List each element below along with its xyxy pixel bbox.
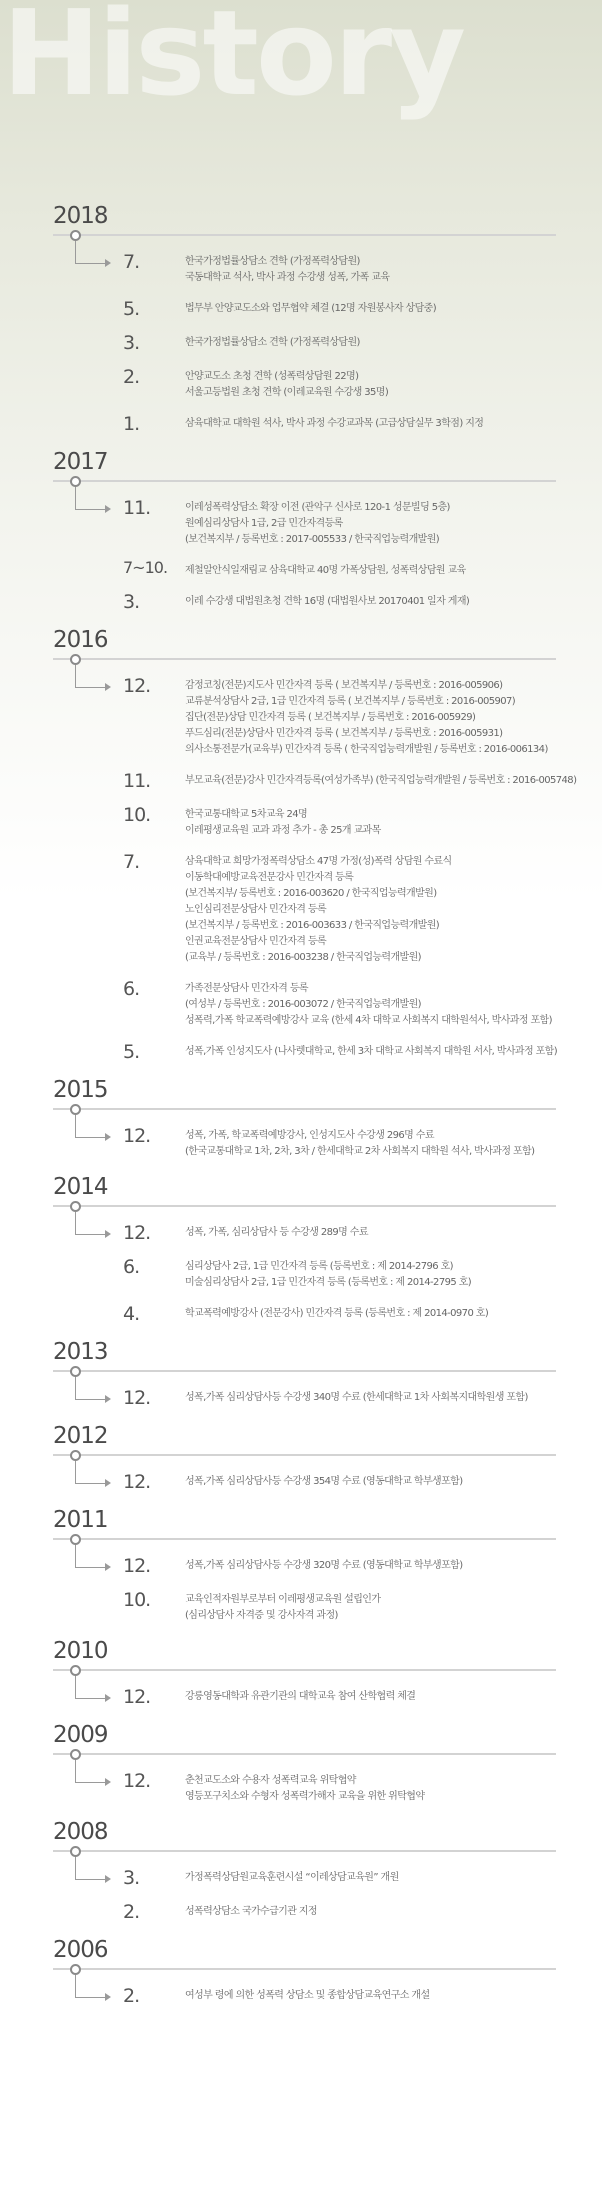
entry-line: 서울고등법원 초청 견학 (이레교육원 수강생 35명) bbox=[185, 387, 389, 398]
history-entry bbox=[53, 770, 577, 792]
year-label: 2012 bbox=[53, 1423, 108, 1449]
year-label: 2009 bbox=[53, 1722, 108, 1748]
entry-month: 4. bbox=[123, 1303, 140, 1325]
entry-month: 12. bbox=[123, 1770, 151, 1792]
year-header bbox=[53, 1174, 556, 1208]
history-entry bbox=[53, 1555, 556, 1577]
year-divider bbox=[53, 1370, 556, 1372]
entry-text bbox=[185, 804, 556, 839]
entry-line: 학교폭력예방강사 (전문강사) 민간자격 등록 (등록번호 : 제 2014-0970 호) bbox=[185, 1308, 489, 1319]
entry-line: 이레 수강생 대법원초청 견학 16명 (대법원사보 20170401 일자 게재) bbox=[185, 596, 470, 607]
year-label: 2006 bbox=[53, 1937, 108, 1963]
entry-line: 원예심리상담사 1급, 2급 민간자격등록 bbox=[185, 518, 343, 529]
year-block bbox=[53, 1819, 556, 1923]
entry-line: 강릉영동대학과 유관기관의 대학교육 참여 산학협력 체결 bbox=[185, 1691, 416, 1702]
entry-text bbox=[185, 366, 556, 401]
entry-line: 교육인적자원부로부터 이레평생교육원 설립인가 bbox=[185, 1594, 381, 1605]
year-entries bbox=[53, 661, 577, 1063]
entry-text bbox=[185, 770, 576, 789]
year-header bbox=[53, 1722, 556, 1756]
entry-month: 12. bbox=[123, 675, 151, 697]
year-divider bbox=[53, 480, 556, 482]
year-entries bbox=[53, 1457, 556, 1493]
year-entries bbox=[53, 1853, 556, 1923]
entry-line: 성폭,가폭 심리상담사등 수강생 320명 수료 (영동대학교 학부생포함) bbox=[185, 1560, 463, 1571]
history-entry bbox=[53, 978, 556, 1029]
entry-line: 가족전문상담사 민간자격 등록 bbox=[185, 983, 308, 994]
history-entry bbox=[53, 1770, 556, 1805]
year-entries bbox=[53, 1541, 556, 1624]
entry-text bbox=[185, 1589, 556, 1624]
year-header bbox=[53, 1507, 556, 1541]
history-entry bbox=[53, 1041, 556, 1063]
entry-line: 성폭, 가폭, 심리상담사 등 수강생 289명 수료 bbox=[185, 1227, 368, 1238]
entry-line: 영등포구치소와 수형자 성폭력가해자 교육을 위한 위탁협약 bbox=[185, 1791, 425, 1802]
entry-text bbox=[185, 1256, 556, 1291]
entry-text bbox=[185, 1770, 556, 1805]
entry-text bbox=[185, 851, 556, 966]
year-divider bbox=[53, 1850, 556, 1852]
entry-line: 집단(전문)상담 민간자격 등록 ( 보건복지부 / 등록번호 : 2016-005929) bbox=[185, 712, 476, 723]
history-entry bbox=[53, 1901, 556, 1923]
entry-text bbox=[185, 1222, 556, 1241]
entry-line: 한국가정법률상담소 견학 (가정폭력상담원) bbox=[185, 256, 360, 267]
year-label: 2013 bbox=[53, 1339, 108, 1365]
year-header bbox=[53, 1077, 556, 1111]
history-entry bbox=[53, 591, 556, 613]
history-entry bbox=[53, 366, 556, 401]
year-divider bbox=[53, 1454, 556, 1456]
entry-line: 감정코칭(전문)지도사 민간자격 등록 ( 보건복지부 / 등록번호 : 2016-005906) bbox=[185, 680, 503, 691]
history-entry bbox=[53, 851, 556, 966]
entry-text bbox=[185, 1985, 556, 2004]
year-divider bbox=[53, 1205, 556, 1207]
entry-line: 미술심리상담사 2급, 1급 민간자격 등록 (등록번호 : 제 2014-2795 호) bbox=[185, 1277, 472, 1288]
history-entry bbox=[53, 560, 556, 579]
entry-month: 2. bbox=[123, 1985, 140, 2007]
year-header bbox=[53, 1339, 556, 1373]
entry-text bbox=[185, 1471, 556, 1490]
entry-text bbox=[185, 591, 556, 610]
entry-text bbox=[185, 1901, 556, 1920]
year-block bbox=[53, 449, 556, 613]
year-block bbox=[53, 1339, 556, 1409]
entry-month: 12. bbox=[123, 1471, 151, 1493]
entry-line: 춘천교도소와 수용자 성폭력교육 위탁협약 bbox=[185, 1775, 356, 1786]
entry-line: 성폭, 가폭, 학교폭력예방강사, 인성지도사 수강생 296명 수료 bbox=[185, 1130, 434, 1141]
entry-month: 1. bbox=[123, 413, 140, 435]
entry-line: 삼육대학교 대학원 석사, 박사 과정 수강교과목 (고급상담실무 3학점) 지정 bbox=[185, 418, 484, 429]
year-header bbox=[53, 1638, 556, 1672]
entry-text bbox=[185, 1387, 556, 1406]
entry-line: 성폭,가폭 심리상담사등 수강생 340명 수료 (한세대학교 1차 사회복지대학원생 포함) bbox=[185, 1392, 528, 1403]
entry-line: 가정폭력상담원교육훈련시설 “이레상담교육원” 개원 bbox=[185, 1872, 399, 1883]
entry-month: 11. bbox=[123, 770, 151, 792]
entry-line: (보건복지부 / 등록번호 : 2016-003633 / 한국직업능력개발원) bbox=[185, 920, 440, 931]
year-divider bbox=[53, 1753, 556, 1755]
year-divider bbox=[53, 234, 556, 236]
year-header bbox=[53, 1937, 556, 1971]
history-entry bbox=[53, 413, 556, 435]
entry-month: 7~10. bbox=[123, 558, 168, 577]
history-entry bbox=[53, 497, 556, 548]
entry-text bbox=[185, 560, 556, 579]
year-header bbox=[53, 203, 556, 237]
entry-line: 삼육대학교 희망가정폭력상담소 47명 가정(성)폭력 상담원 수료식 bbox=[185, 856, 452, 867]
year-divider bbox=[53, 1108, 556, 1110]
year-entries bbox=[53, 1373, 556, 1409]
history-timeline bbox=[0, 203, 602, 2021]
entry-line: 성폭력상담소 국가수급기관 지정 bbox=[185, 1906, 317, 1917]
entry-line: (보건복지부/ 등록번호 : 2016-003620 / 한국직업능력개발원) bbox=[185, 888, 437, 899]
year-entries bbox=[53, 483, 556, 613]
year-header bbox=[53, 449, 556, 483]
entry-text bbox=[185, 1303, 556, 1322]
entry-month: 11. bbox=[123, 497, 151, 519]
history-entry bbox=[53, 251, 556, 286]
year-block bbox=[53, 1638, 556, 1708]
entry-line: (여성부 / 등록번호 : 2016-003072 / 한국직업능력개발원) bbox=[185, 999, 421, 1010]
entry-line: 의사소통전문가(교육부) 민간자격 등록 ( 한국직업능력개발원 / 등록번호 : 2016-006134) bbox=[185, 744, 548, 755]
year-block bbox=[53, 1077, 556, 1160]
year-label: 2011 bbox=[53, 1507, 108, 1533]
entry-line: 국동대학교 석사, 박사 과정 수강생 성폭, 가폭 교육 bbox=[185, 272, 390, 283]
entry-text bbox=[185, 1125, 556, 1160]
history-entry bbox=[53, 675, 556, 758]
entry-line: 한국교통대학교 5차교육 24명 bbox=[185, 809, 308, 820]
entry-month: 2. bbox=[123, 1901, 140, 1923]
history-entry bbox=[53, 1256, 556, 1291]
entry-line: 노인심리전문상담사 민간자격 등록 bbox=[185, 904, 327, 915]
history-entry bbox=[53, 332, 556, 354]
entry-line: 부모교육(전문)강사 민간자격등록(여성가족부) (한국직업능력개발원 / 등록번호 : 2016-005748) bbox=[185, 775, 577, 786]
entry-text bbox=[185, 1867, 556, 1886]
entry-line: (보건복지부 / 등록번호 : 2017-005533 / 한국직업능력개발원) bbox=[185, 534, 440, 545]
entry-text bbox=[185, 332, 556, 351]
history-entry bbox=[53, 1686, 556, 1708]
entry-line: 제철알안식일재림교 삼육대학교 40명 가폭상담원, 성폭력상담원 교육 bbox=[185, 565, 466, 576]
entry-month: 3. bbox=[123, 1867, 140, 1889]
history-entry bbox=[53, 1985, 556, 2007]
year-divider bbox=[53, 1538, 556, 1540]
entry-line: 인권교육전문상담사 민간자격 등록 bbox=[185, 936, 327, 947]
entry-month: 10. bbox=[123, 804, 151, 826]
entry-line: 여성부 령에 의한 성폭력 상담소 및 종합상담교육연구소 개설 bbox=[185, 1990, 430, 2001]
entry-text bbox=[185, 1686, 556, 1705]
entry-text bbox=[185, 251, 556, 286]
entry-text bbox=[185, 298, 556, 317]
year-entries bbox=[53, 1971, 556, 2007]
history-entry bbox=[53, 1303, 556, 1325]
year-block bbox=[53, 1174, 556, 1325]
entry-month: 12. bbox=[123, 1387, 151, 1409]
year-label: 2018 bbox=[53, 203, 108, 229]
entry-month: 6. bbox=[123, 1256, 140, 1278]
entry-month: 7. bbox=[123, 251, 140, 273]
entry-line: 이레성폭력상담소 확장 이전 (관악구 신사로 120-1 성문빌딩 5층) bbox=[185, 502, 450, 513]
entry-line: (교육부 / 등록번호 : 2016-003238 / 한국직업능력개발원) bbox=[185, 952, 421, 963]
year-block bbox=[53, 1722, 556, 1805]
entry-line: 교류분석상담사 2급, 1급 민간자격 등록 ( 보건복지부 / 등록번호 : 2016-005907) bbox=[185, 696, 516, 707]
year-label: 2010 bbox=[53, 1638, 108, 1664]
year-header bbox=[53, 627, 556, 661]
year-divider bbox=[53, 1669, 556, 1671]
entry-month: 7. bbox=[123, 851, 140, 873]
history-entry bbox=[53, 1867, 556, 1889]
entry-month: 10. bbox=[123, 1589, 151, 1611]
entry-text bbox=[185, 497, 556, 548]
year-entries bbox=[53, 1756, 556, 1805]
history-entry bbox=[53, 1125, 556, 1160]
year-divider bbox=[53, 658, 556, 660]
entry-month: 12. bbox=[123, 1686, 151, 1708]
entry-line: (심리상담사 자격증 및 강사자격 과정) bbox=[185, 1610, 338, 1621]
year-block bbox=[53, 1507, 556, 1624]
entry-line: 성폭,가폭 심리상담사등 수강생 354명 수료 (영동대학교 학부생포함) bbox=[185, 1476, 463, 1487]
entry-line: 성폭,가폭 인성지도사 (나사렛대학교, 한세 3차 대학교 사회복지 대학원 서사, 박사과정 포함) bbox=[185, 1046, 558, 1057]
year-entries bbox=[53, 1672, 556, 1708]
year-entries bbox=[53, 1208, 556, 1325]
entry-line: (한국교통대학교 1차, 2차, 3차 / 한세대학교 2차 사회복지 대학원 석사, 박사과정 포함) bbox=[185, 1146, 535, 1157]
entry-month: 6. bbox=[123, 978, 140, 1000]
year-entries bbox=[53, 237, 556, 435]
history-entry bbox=[53, 804, 556, 839]
history-entry bbox=[53, 1222, 556, 1244]
entry-month: 5. bbox=[123, 1041, 140, 1063]
entry-text bbox=[185, 1555, 556, 1574]
entry-line: 안양교도소 초청 견학 (성폭력상담원 22명) bbox=[185, 371, 359, 382]
page-title: History bbox=[2, 0, 464, 122]
entry-text bbox=[185, 978, 556, 1029]
entry-month: 2. bbox=[123, 366, 140, 388]
entry-month: 5. bbox=[123, 298, 140, 320]
year-block bbox=[53, 203, 556, 435]
year-divider bbox=[53, 1968, 556, 1970]
entry-month: 12. bbox=[123, 1125, 151, 1147]
entry-month: 3. bbox=[123, 591, 140, 613]
entry-line: 법무부 안양교도소와 업무협약 체결 (12명 자원봉사자 상담중) bbox=[185, 303, 437, 314]
entry-text bbox=[185, 1041, 557, 1060]
year-header bbox=[53, 1423, 556, 1457]
history-entry bbox=[53, 1589, 556, 1624]
entry-month: 3. bbox=[123, 332, 140, 354]
entry-line: 심리상담사 2급, 1급 민간자격 등록 (등록번호 : 제 2014-2796 호) bbox=[185, 1261, 453, 1272]
entry-line: 이동학대예방교육전문강사 민간자격 등록 bbox=[185, 872, 354, 883]
year-label: 2017 bbox=[53, 449, 108, 475]
year-entries bbox=[53, 1111, 556, 1160]
year-label: 2014 bbox=[53, 1174, 108, 1200]
entry-text bbox=[185, 675, 556, 758]
year-block bbox=[53, 1937, 556, 2007]
year-label: 2015 bbox=[53, 1077, 108, 1103]
history-entry bbox=[53, 1387, 556, 1409]
entry-line: 한국가정법률상담소 견학 (가정폭력상담원) bbox=[185, 337, 360, 348]
entry-month: 12. bbox=[123, 1555, 151, 1577]
entry-text bbox=[185, 413, 556, 432]
entry-line: 성폭력,가폭 학교폭력예방강사 교육 (한세 4차 대학교 사회복지 대학원석사, 박사과정 포함) bbox=[185, 1015, 552, 1026]
year-label: 2008 bbox=[53, 1819, 108, 1845]
entry-line: 푸드심리(전문)상담사 민간자격 등록 ( 보건복지부 / 등록번호 : 2016-005931) bbox=[185, 728, 503, 739]
year-header bbox=[53, 1819, 556, 1853]
year-label: 2016 bbox=[53, 627, 108, 653]
entry-month: 12. bbox=[123, 1222, 151, 1244]
history-entry bbox=[53, 1471, 556, 1493]
year-block bbox=[53, 1423, 556, 1493]
history-entry bbox=[53, 298, 556, 320]
entry-line: 이레평생교육원 교과 과정 추가 - 총 25개 교과목 bbox=[185, 825, 381, 836]
year-block bbox=[53, 627, 577, 1063]
